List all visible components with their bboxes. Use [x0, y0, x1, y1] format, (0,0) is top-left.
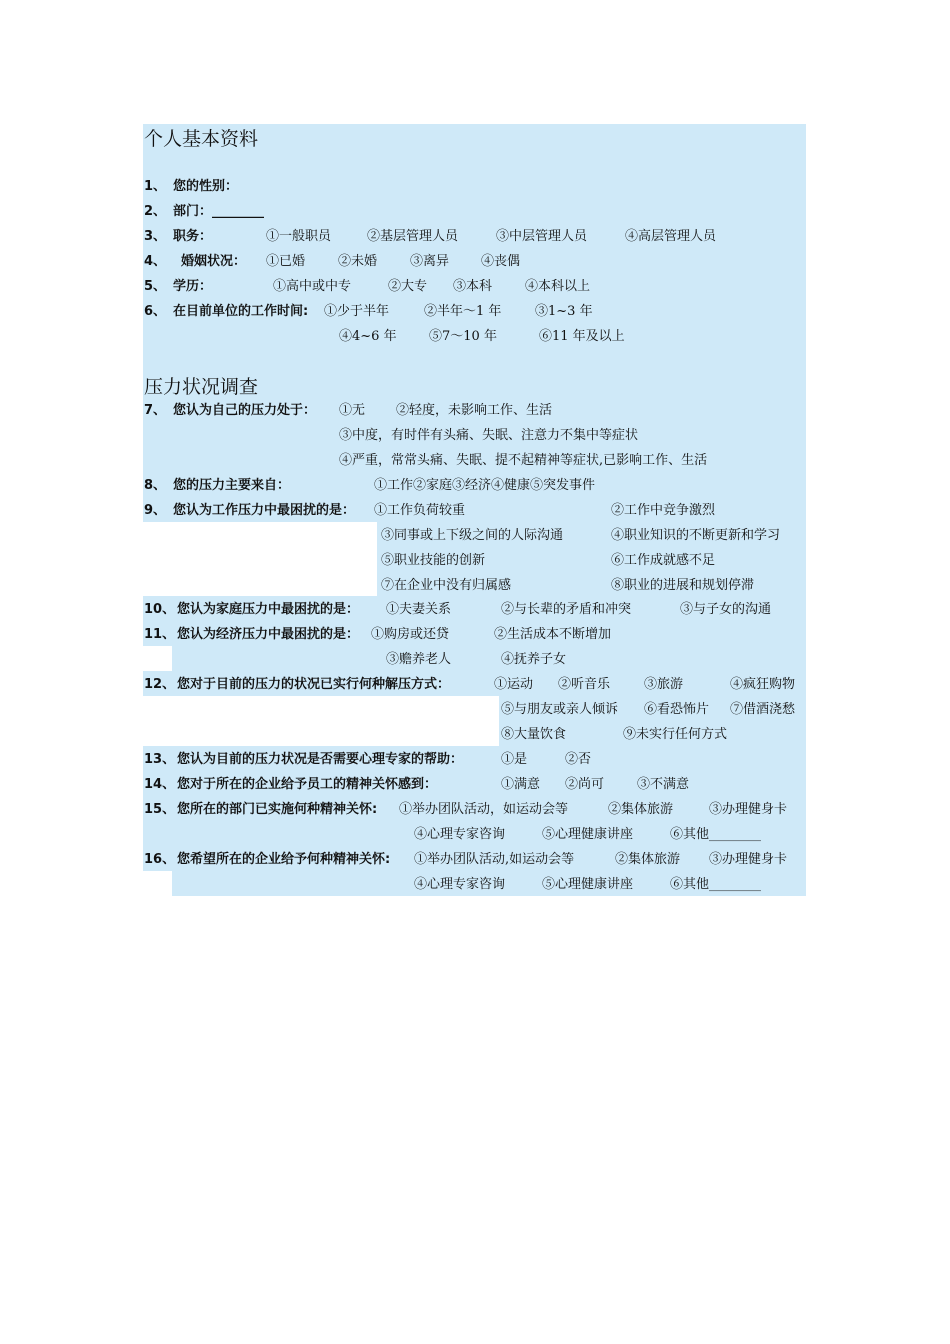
q12-option[interactable]: ②听音乐 — [558, 677, 611, 692]
q9-option[interactable]: ⑤职业技能的创新 — [381, 553, 486, 568]
q13-number: 13、 — [144, 752, 176, 767]
q4-option[interactable]: ③离异 — [410, 254, 450, 269]
q11-option[interactable]: ①购房或还贷 — [371, 627, 450, 642]
q10-number: 10、 — [144, 602, 176, 617]
q10-option[interactable]: ①夫妻关系 — [386, 602, 452, 617]
q12-option[interactable]: ③旅游 — [644, 677, 684, 692]
q10-option[interactable]: ②与长辈的矛盾和冲突 — [501, 602, 632, 617]
q6-option[interactable]: ⑤7～10 年 — [429, 329, 497, 344]
q3-option[interactable]: ③中层管理人员 — [496, 229, 588, 244]
q16-option[interactable]: ①举办团队活动,如运动会等 — [414, 852, 575, 867]
q8-option[interactable]: ①工作②家庭③经济④健康⑤突发事件 — [374, 478, 596, 493]
q4-option[interactable]: ④丧偶 — [481, 254, 521, 269]
q11-option[interactable]: ③赡养老人 — [386, 652, 452, 667]
q7-option[interactable]: ①无 — [339, 403, 366, 418]
q12-option[interactable]: ⑥看恐怖片 — [644, 702, 710, 717]
q7-option[interactable]: ④严重，常常头痛、失眠、提不起精神等症状,已影响工作、生活 — [339, 453, 708, 468]
q12-option[interactable]: ④疯狂购物 — [730, 677, 796, 692]
q16-option[interactable]: ④心理专家咨询 — [414, 877, 506, 892]
q5-number: 5、 — [144, 279, 167, 294]
q15-option[interactable]: ⑥其他________ — [670, 827, 762, 842]
q16-number: 16、 — [144, 852, 176, 867]
q10-label: 您认为家庭压力中最困扰的是： — [177, 602, 360, 617]
q6-option[interactable]: ③1~3 年 — [535, 304, 593, 319]
q11-number: 11、 — [144, 627, 176, 642]
q15-option[interactable]: ①举办团队活动，如运动会等 — [399, 802, 569, 817]
q6-number: 6、 — [144, 304, 167, 319]
q13-option[interactable]: ②否 — [565, 752, 592, 767]
q7-option[interactable]: ②轻度，未影响工作、生活 — [396, 403, 553, 418]
q3-option[interactable]: ②基层管理人员 — [367, 229, 459, 244]
q16-option[interactable]: ⑤心理健康讲座 — [542, 877, 634, 892]
section-title-stress: 压力状况调查 — [144, 376, 259, 398]
q10-option[interactable]: ③与子女的沟通 — [680, 602, 772, 617]
q14-option[interactable]: ③不满意 — [637, 777, 690, 792]
q4-option[interactable]: ①已婚 — [266, 254, 306, 269]
q6-option[interactable]: ④4~6 年 — [339, 329, 397, 344]
q3-option[interactable]: ①一般职员 — [266, 229, 332, 244]
q15-option[interactable]: ⑤心理健康讲座 — [542, 827, 634, 842]
q8-number: 8、 — [144, 478, 167, 493]
q2-label: 部门：________ — [173, 204, 265, 219]
q12-number: 12、 — [144, 677, 176, 692]
q12-option[interactable]: ⑨未实行任何方式 — [623, 727, 728, 742]
q9-option[interactable]: ②工作中竞争激烈 — [611, 503, 716, 518]
q15-number: 15、 — [144, 802, 176, 817]
q1-number: 1、 — [144, 179, 167, 194]
q5-option[interactable]: ③本科 — [453, 279, 493, 294]
q9-label: 您认为工作压力中最困扰的是： — [173, 503, 356, 518]
q11-option[interactable]: ④抚养子女 — [501, 652, 567, 667]
q12-option[interactable]: ⑦借酒浇愁 — [730, 702, 796, 717]
q4-label: 婚姻状况： — [181, 254, 247, 269]
q12-option[interactable]: ⑧大量饮食 — [501, 727, 567, 742]
q9-number: 9、 — [144, 503, 167, 518]
q3-option[interactable]: ④高层管理人员 — [625, 229, 717, 244]
q16-option[interactable]: ③办理健身卡 — [709, 852, 788, 867]
q15-option[interactable]: ③办理健身卡 — [709, 802, 788, 817]
q14-number: 14、 — [144, 777, 176, 792]
q5-option[interactable]: ①高中或中专 — [273, 279, 352, 294]
q12-option[interactable]: ⑤与朋友或亲人倾诉 — [501, 702, 619, 717]
q9-option[interactable]: ⑥工作成就感不足 — [611, 553, 716, 568]
q12-label: 您对于目前的压力的状况已实行何种解压方式： — [177, 677, 451, 692]
q12-option[interactable]: ①运动 — [494, 677, 534, 692]
q9-option[interactable]: ⑦在企业中没有归属感 — [381, 578, 512, 593]
q9-option[interactable]: ①工作负荷较重 — [374, 503, 466, 518]
q9-option[interactable]: ④职业知识的不断更新和学习 — [611, 528, 781, 543]
q6-label: 在目前单位的工作时间: — [173, 304, 309, 319]
q3-number: 3、 — [144, 229, 167, 244]
q9-option[interactable]: ③同事或上下级之间的人际沟通 — [381, 528, 564, 543]
q3-label: 职务： — [173, 229, 213, 244]
q16-label: 您希望所在的企业给予何种精神关怀: — [177, 852, 391, 867]
q11-label: 您认为经济压力中最困扰的是： — [177, 627, 360, 642]
q11-option[interactable]: ②生活成本不断增加 — [494, 627, 612, 642]
q4-option[interactable]: ②未婚 — [338, 254, 378, 269]
q15-option[interactable]: ④心理专家咨询 — [414, 827, 506, 842]
q7-option[interactable]: ③中度，有时伴有头痛、失眠、注意力不集中等症状 — [339, 428, 639, 443]
q13-label: 您认为目前的压力状况是否需要心理专家的帮助： — [177, 752, 464, 767]
q1-label: 您的性别： — [173, 179, 239, 194]
q7-number: 7、 — [144, 403, 167, 418]
q2-number: 2、 — [144, 204, 167, 219]
q13-option[interactable]: ①是 — [501, 752, 528, 767]
q6-option[interactable]: ①少于半年 — [324, 304, 390, 319]
q16-option[interactable]: ②集体旅游 — [615, 852, 681, 867]
q5-option[interactable]: ④本科以上 — [525, 279, 591, 294]
section-title-basic: 个人基本资料 — [144, 128, 259, 150]
bg-block-q11-second — [172, 646, 806, 671]
q6-option[interactable]: ②半年～1 年 — [424, 304, 502, 319]
q14-option[interactable]: ①满意 — [501, 777, 541, 792]
q5-label: 学历： — [173, 279, 213, 294]
q4-number: 4、 — [144, 254, 167, 269]
q5-option[interactable]: ②大专 — [388, 279, 428, 294]
q14-option[interactable]: ②尚可 — [565, 777, 605, 792]
q14-label: 您对于所在的企业给予员工的精神关怀感到： — [177, 777, 438, 792]
q9-option[interactable]: ⑧职业的进展和规划停滞 — [611, 578, 755, 593]
q16-option[interactable]: ⑥其他________ — [670, 877, 762, 892]
q6-option[interactable]: ⑥11 年及以上 — [539, 329, 625, 344]
q8-label: 您的压力主要来自： — [173, 478, 291, 493]
q15-option[interactable]: ②集体旅游 — [608, 802, 674, 817]
q15-label: 您所在的部门已实施何种精神关怀: — [177, 802, 378, 817]
q7-label: 您认为自己的压力处于： — [173, 403, 317, 418]
